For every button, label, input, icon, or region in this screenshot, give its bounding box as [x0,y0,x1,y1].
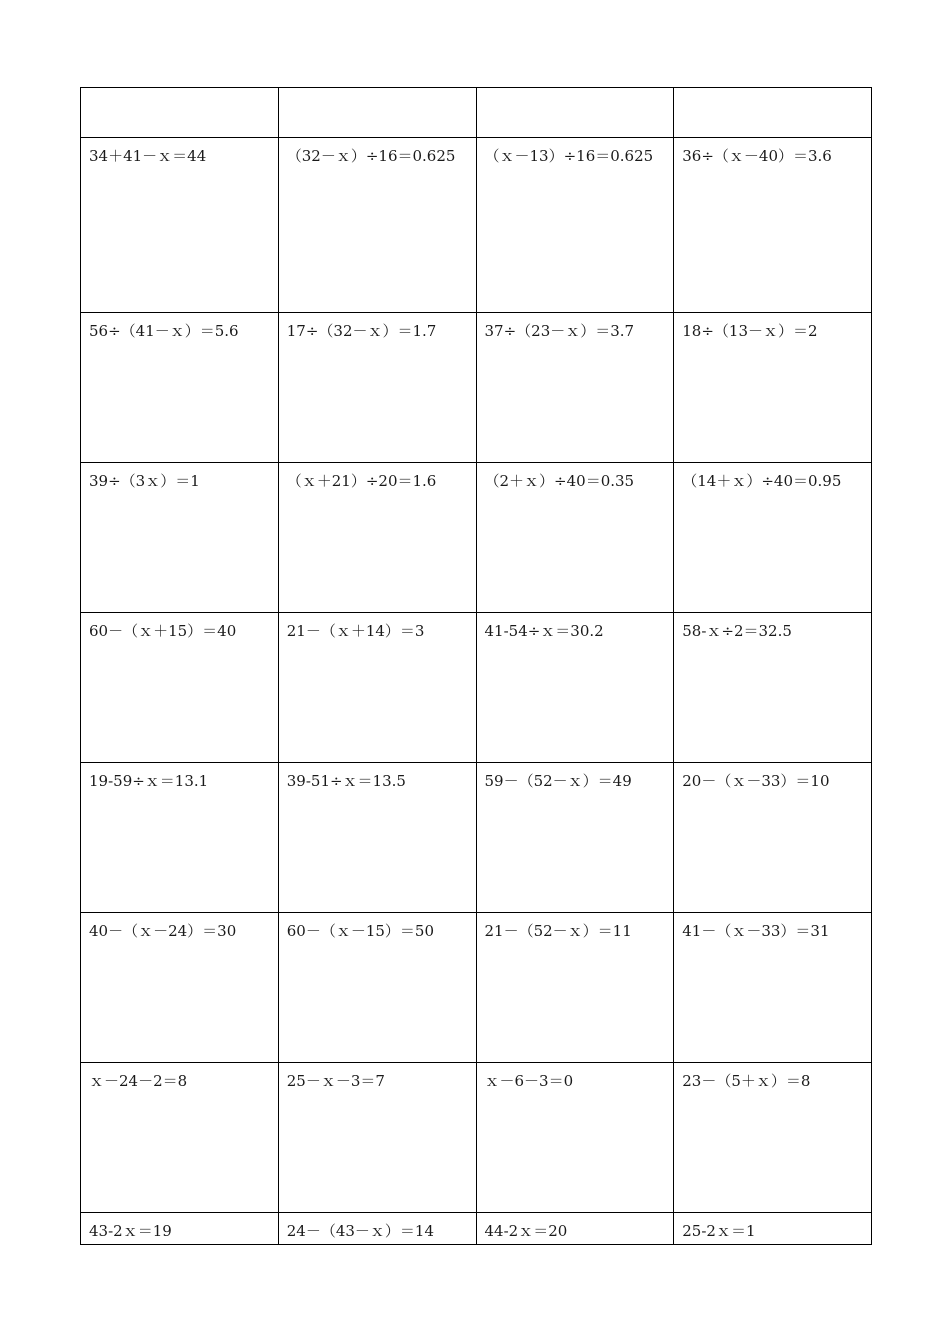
equation-cell: （14＋ｘ）÷40＝0.95 [674,463,872,613]
equation-cell: （2＋ｘ）÷40＝0.35 [476,463,674,613]
equation-cell: 58-ｘ÷2＝32.5 [674,613,872,763]
table-cell [674,88,872,138]
table-row [81,1063,872,1213]
table-row [81,1213,872,1245]
table-row [81,138,872,313]
table-row [81,613,872,763]
table-row [81,463,872,613]
equation-cell: 23－（5＋ｘ）＝8 [674,1063,872,1213]
equation-cell: 39÷（3ｘ）＝1 [81,463,279,613]
equation-cell: 43-2ｘ＝19 [81,1213,279,1245]
table-cell [81,88,279,138]
equation-cell: 37÷（23－ｘ）＝3.7 [476,313,674,463]
table-cell [278,88,476,138]
equation-cell: 34＋41－ｘ＝44 [81,138,279,313]
equation-cell: 36÷（ｘ－40）＝3.6 [674,138,872,313]
equation-cell: 25-2ｘ＝1 [674,1213,872,1245]
equation-cell: （32－ｘ）÷16＝0.625 [278,138,476,313]
equation-cell: 17÷（32－ｘ）＝1.7 [278,313,476,463]
equation-cell: 24－（43－ｘ）＝14 [278,1213,476,1245]
table-row [81,313,872,463]
table-row [81,913,872,1063]
equation-cell: 40－（ｘ－24）＝30 [81,913,279,1063]
equation-cell: ｘ－24－2＝8 [81,1063,279,1213]
equation-cell: 60－（ｘ＋15）＝40 [81,613,279,763]
equation-cell: 20－（ｘ－33）＝10 [674,763,872,913]
equation-cell: 41－（ｘ－33）＝31 [674,913,872,1063]
equation-cell: 59－（52－ｘ）＝49 [476,763,674,913]
equation-cell: 21－（52－ｘ）＝11 [476,913,674,1063]
equation-cell: （ｘ＋21）÷20＝1.6 [278,463,476,613]
equation-cell: 21－（ｘ＋14）＝3 [278,613,476,763]
equation-cell: ｘ－6－3＝0 [476,1063,674,1213]
table-cell [476,88,674,138]
equation-cell: 60－（ｘ－15）＝50 [278,913,476,1063]
equation-cell: 39-51÷ｘ＝13.5 [278,763,476,913]
equation-cell: 44-2ｘ＝20 [476,1213,674,1245]
equation-cell: 25－ｘ－3＝7 [278,1063,476,1213]
equation-cell: 18÷（13－ｘ）＝2 [674,313,872,463]
equation-cell: （ｘ－13）÷16＝0.625 [476,138,674,313]
equation-worksheet-table [80,87,872,1245]
equation-cell: 41-54÷ｘ＝30.2 [476,613,674,763]
table-row [81,763,872,913]
equation-cell: 56÷（41－ｘ）＝5.6 [81,313,279,463]
table-row [81,88,872,138]
equation-cell: 19-59÷ｘ＝13.1 [81,763,279,913]
